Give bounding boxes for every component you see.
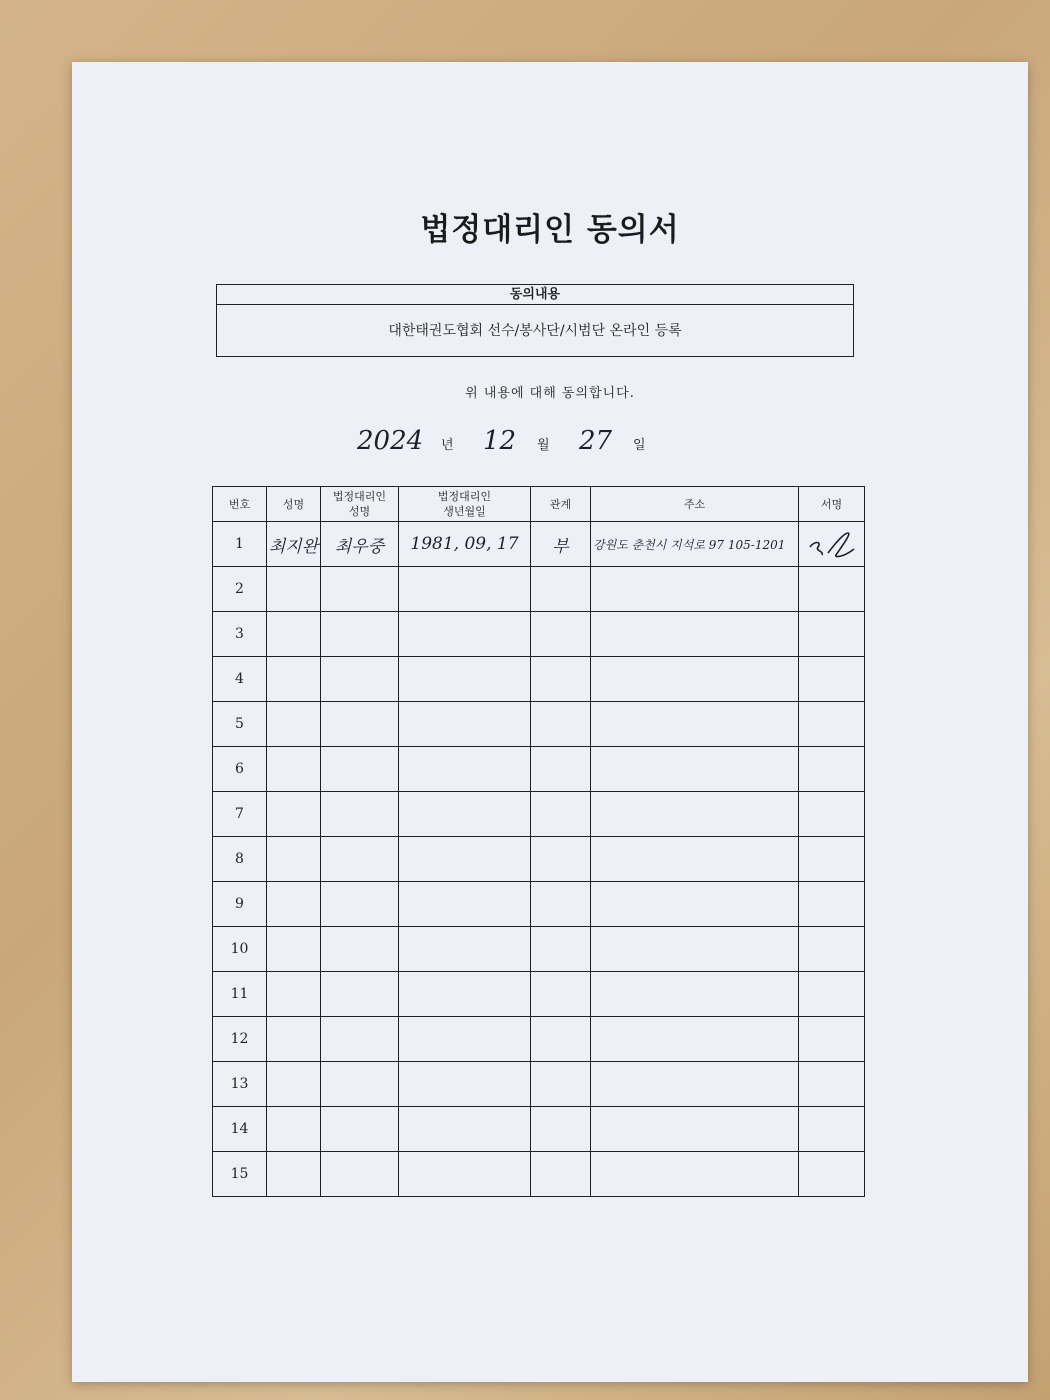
row-number-cell: 6 [213, 747, 267, 792]
signature-cell [799, 972, 865, 1017]
signature-cell [799, 1062, 865, 1107]
col-header-guardian-birth-line2: 생년월일 [443, 505, 486, 518]
address-cell [591, 927, 799, 972]
row-number-cell: 11 [213, 972, 267, 1017]
guardian-birth-cell [399, 1107, 531, 1152]
col-header-guardian-name [321, 487, 399, 522]
consent-box [216, 284, 854, 357]
col-header-signature: 서명 [799, 487, 865, 522]
table-row [213, 1062, 865, 1107]
signature-cell [799, 837, 865, 882]
address-cell [591, 657, 799, 702]
table-header-row [213, 487, 865, 522]
relation-cell [531, 1152, 591, 1197]
row-number-cell: 14 [213, 1107, 267, 1152]
col-header-address: 주소 [591, 487, 799, 522]
handwritten-signature [804, 527, 860, 561]
applicant-name-cell [267, 927, 321, 972]
col-header-relation: 관계 [531, 487, 591, 522]
guardian-birth-cell: 1981, 09, 17 [399, 522, 531, 567]
guardian-name-cell [321, 1062, 399, 1107]
address-cell [591, 837, 799, 882]
address-cell [591, 1017, 799, 1062]
table-row [213, 747, 865, 792]
guardian-birth-cell [399, 837, 531, 882]
relation-cell [531, 792, 591, 837]
address-cell [591, 1062, 799, 1107]
guardian-birth-cell [399, 927, 531, 972]
applicant-name-cell [267, 612, 321, 657]
guardian-birth-cell [399, 702, 531, 747]
date-month-label: 월 [537, 438, 550, 453]
guardian-name-cell [321, 747, 399, 792]
relation-cell [531, 837, 591, 882]
signature-cell [799, 567, 865, 612]
address-cell [591, 567, 799, 612]
col-header-guardian-birth [399, 487, 531, 522]
guardian-name-cell [321, 657, 399, 702]
guardian-birth-cell [399, 1062, 531, 1107]
col-header-no: 번호 [213, 487, 267, 522]
address-cell [591, 1152, 799, 1197]
consent-header: 동의내용 [217, 285, 853, 305]
relation-cell [531, 612, 591, 657]
table-row [213, 1107, 865, 1152]
signature-cell [799, 747, 865, 792]
relation-cell: 부 [531, 522, 591, 567]
table-row [213, 702, 865, 747]
guardian-name-cell [321, 927, 399, 972]
table-row [213, 1017, 865, 1062]
col-header-guardian-name-line2: 성명 [348, 505, 371, 518]
row-number-cell: 1 [213, 522, 267, 567]
guardian-birth-cell [399, 657, 531, 702]
signature-cell [799, 1017, 865, 1062]
table-row [213, 927, 865, 972]
table-row [213, 1152, 865, 1197]
address-cell [591, 972, 799, 1017]
relation-cell [531, 1062, 591, 1107]
applicant-name-cell [267, 1062, 321, 1107]
row-number-cell: 12 [213, 1017, 267, 1062]
guardian-name-cell [321, 567, 399, 612]
relation-cell [531, 747, 591, 792]
guardian-name-cell [321, 1152, 399, 1197]
signature-cell [799, 882, 865, 927]
agreement-statement: 위 내용에 대해 동의합니다. [465, 386, 635, 401]
signature-cell [799, 1107, 865, 1152]
guardian-birth-cell [399, 747, 531, 792]
applicant-name-cell [267, 747, 321, 792]
row-number-cell: 5 [213, 702, 267, 747]
guardian-name-cell [321, 792, 399, 837]
table-row [213, 612, 865, 657]
date-year: 2024 [357, 426, 424, 456]
applicant-name-cell [267, 792, 321, 837]
date-day: 27 [579, 426, 613, 456]
guardian-birth-cell [399, 1017, 531, 1062]
guardian-birth-cell [399, 567, 531, 612]
table-row [213, 792, 865, 837]
table-row [213, 657, 865, 702]
signature-cell [799, 927, 865, 972]
relation-cell [531, 972, 591, 1017]
signature-cell [799, 657, 865, 702]
row-number-cell: 4 [213, 657, 267, 702]
signature-cell [799, 792, 865, 837]
relation-cell [531, 1107, 591, 1152]
row-number-cell: 15 [213, 1152, 267, 1197]
signature-cell [799, 702, 865, 747]
row-number-cell: 13 [213, 1062, 267, 1107]
date-day-label: 일 [633, 438, 646, 453]
guardian-birth-cell [399, 792, 531, 837]
signature-cell [799, 1152, 865, 1197]
signature-cell [799, 612, 865, 657]
table-row [213, 837, 865, 882]
guardian-name-cell [321, 612, 399, 657]
guardian-name-cell [321, 972, 399, 1017]
consent-text: 대한태권도협회 선수/봉사단/시범단 온라인 등록 [388, 323, 682, 339]
applicant-name-cell [267, 882, 321, 927]
date-line [357, 422, 677, 462]
guardian-name-cell [321, 702, 399, 747]
row-number-cell: 2 [213, 567, 267, 612]
table-body [213, 522, 865, 1197]
guardian-birth-cell [399, 972, 531, 1017]
relation-cell [531, 1017, 591, 1062]
document-title: 법정대리인 동의서 [420, 212, 680, 248]
guardian-birth-cell [399, 882, 531, 927]
col-header-name: 성명 [267, 487, 321, 522]
relation-cell [531, 702, 591, 747]
document-paper [72, 62, 1028, 1382]
applicant-name-cell [267, 1152, 321, 1197]
guardian-name-cell: 최우중 [321, 522, 399, 567]
row-number-cell: 10 [213, 927, 267, 972]
applicant-name-cell: 최지완 [267, 522, 321, 567]
guardian-name-cell [321, 882, 399, 927]
relation-cell [531, 927, 591, 972]
row-number-cell: 9 [213, 882, 267, 927]
row-number-cell: 7 [213, 792, 267, 837]
date-month: 12 [483, 426, 517, 456]
address-cell: 강원도 춘천시 지석로 97 105-1201 [591, 522, 799, 567]
relation-cell [531, 567, 591, 612]
applicant-name-cell [267, 972, 321, 1017]
applicant-name-cell [267, 567, 321, 612]
address-cell [591, 792, 799, 837]
date-year-label: 년 [441, 438, 454, 453]
applicant-name-cell [267, 702, 321, 747]
address-cell [591, 612, 799, 657]
row-number-cell: 3 [213, 612, 267, 657]
guardian-birth-cell [399, 1152, 531, 1197]
address-cell [591, 747, 799, 792]
signature-cell [799, 522, 865, 567]
applicant-name-cell [267, 1107, 321, 1152]
guardian-name-cell [321, 837, 399, 882]
col-header-guardian-birth-line1: 법정대리인 [437, 490, 492, 503]
relation-cell [531, 657, 591, 702]
table-row [213, 522, 865, 567]
applicant-name-cell [267, 1017, 321, 1062]
guardian-table [212, 486, 865, 1197]
table-row [213, 972, 865, 1017]
relation-cell [531, 882, 591, 927]
address-cell [591, 882, 799, 927]
table-row [213, 882, 865, 927]
guardian-birth-cell [399, 612, 531, 657]
row-number-cell: 8 [213, 837, 267, 882]
applicant-name-cell [267, 837, 321, 882]
applicant-name-cell [267, 657, 321, 702]
table-row [213, 567, 865, 612]
address-cell [591, 702, 799, 747]
col-header-guardian-name-line1: 법정대리인 [332, 490, 387, 503]
guardian-name-cell [321, 1017, 399, 1062]
address-cell [591, 1107, 799, 1152]
guardian-name-cell [321, 1107, 399, 1152]
